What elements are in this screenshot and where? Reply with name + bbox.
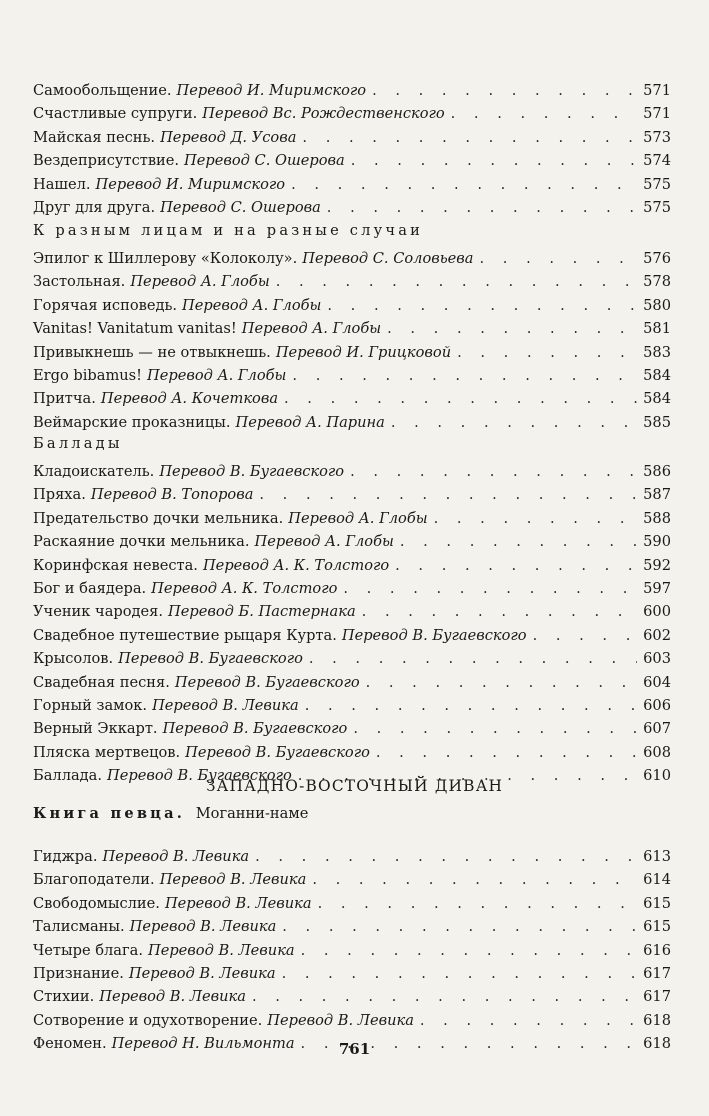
entry-leader-dots (291, 173, 637, 196)
toc-entry (33, 507, 671, 530)
toc-group-2 (33, 247, 671, 434)
toc-entry (33, 985, 671, 1008)
entry-leader-dots (343, 577, 637, 600)
toc-entry (33, 1009, 671, 1032)
entry-translator: Перевод А. Глобы (254, 533, 394, 551)
entry-translator: Перевод А. Глобы (288, 509, 428, 527)
entry-title: Вездеприсутствие. (33, 152, 180, 170)
entry-translator: Перевод А. Глобы (241, 320, 382, 338)
toc-entry (33, 868, 671, 891)
entry-translator: Перевод Н. Вильмонта (111, 1035, 295, 1053)
entry-leader-dots (353, 717, 637, 740)
entry-translator: Перевод В. Бугаевского (185, 743, 370, 761)
entry-page-number: 580 (643, 296, 671, 314)
entry-title: Веймарские проказницы. (33, 413, 231, 431)
entry-title: Застольная. (33, 273, 126, 291)
entry-page-number: 573 (643, 128, 671, 146)
toc-entry (33, 577, 671, 600)
entry-leader-dots (252, 985, 637, 1008)
entry-page-number: 578 (643, 273, 671, 291)
entry-leader-dots (301, 939, 637, 962)
entry-page-number: 575 (643, 175, 671, 193)
entry-page-number: 615 (643, 918, 671, 936)
toc-entry (33, 600, 671, 623)
entry-page-number: 584 (643, 366, 671, 384)
entry-title: Благоподатели. (33, 871, 155, 889)
entry-translator: Перевод В. Левика (159, 871, 307, 889)
entry-page-number: 584 (643, 390, 671, 408)
entry-leader-dots (362, 600, 637, 623)
toc-entry (33, 460, 671, 483)
entry-leader-dots (533, 624, 637, 647)
entry-page-number: 617 (643, 988, 671, 1006)
entry-translator: Перевод И. Грицковой (275, 343, 452, 361)
toc-group-1 (33, 79, 671, 219)
entry-page-number: 588 (643, 509, 671, 527)
entry-page-number: 587 (643, 486, 671, 504)
entry-title: Коринфская невеста. (33, 556, 198, 574)
entry-page-number: 583 (643, 343, 671, 361)
toc-entry (33, 892, 671, 915)
entry-page-number: 617 (643, 964, 671, 982)
entry-page-number: 597 (643, 579, 671, 597)
entry-leader-dots (400, 530, 637, 553)
entry-page-number: 608 (643, 743, 671, 761)
part-heading-divan: ЗАПАДНО-ВОСТОЧНЫЙ ДИВАН (205, 777, 504, 795)
entry-translator: Перевод В. Левика (164, 894, 312, 912)
entry-leader-dots (312, 868, 637, 891)
entry-title: Ergo bibamus! (33, 366, 143, 384)
entry-title: Притча. (33, 390, 96, 408)
entry-translator: Перевод В. Левика (267, 1011, 414, 1029)
entry-leader-dots (305, 694, 637, 717)
entry-title: Талисманы. (33, 918, 125, 936)
entry-translator: Перевод А. Глобы (147, 366, 287, 384)
toc-entry (33, 79, 671, 102)
entry-leader-dots (480, 247, 637, 270)
entry-translator: Перевод В. Топорова (90, 486, 254, 504)
toc-entry (33, 126, 671, 149)
book-heading-subtitle: Моганни-наме (195, 805, 309, 822)
entry-leader-dots (282, 962, 637, 985)
toc-group-3 (33, 460, 671, 787)
entry-leader-dots (434, 507, 637, 530)
toc-entry (33, 102, 671, 125)
entry-page-number: 575 (643, 198, 671, 216)
entry-title: Сотворение и одухотворение. (33, 1011, 263, 1029)
entry-page-number: 614 (643, 871, 671, 889)
entry-title: Феномен. (33, 1035, 107, 1053)
toc-entry (33, 671, 671, 694)
entry-title: Майская песнь. (33, 128, 156, 146)
entry-page-number: 600 (643, 603, 671, 621)
entry-translator: Перевод Б. Пастернака (168, 603, 356, 621)
entry-page-number: 618 (643, 1035, 671, 1053)
entry-translator: Перевод В. Левика (102, 848, 250, 865)
entry-page-number: 603 (643, 650, 671, 668)
entry-page-number: 581 (643, 320, 671, 338)
entry-page-number: 585 (643, 413, 671, 431)
entry-title: Гиджра. (33, 848, 98, 865)
entry-translator: Перевод А. К. Толстого (202, 556, 390, 574)
entry-title: Пляска мертвецов. (33, 743, 181, 761)
entry-title: Эпилог к Шиллерову «Колоколу». (33, 250, 298, 267)
entry-translator: Перевод А. К. Толстого (151, 579, 338, 597)
entry-leader-dots (309, 647, 637, 670)
entry-title: Горячая исповедь. (33, 296, 178, 314)
entry-translator: Перевод В. Левика (152, 696, 299, 714)
entry-translator: Перевод В. Бугаевского (118, 650, 303, 668)
entry-page-number: 613 (643, 848, 671, 865)
entry-leader-dots (351, 149, 637, 172)
section-heading-ballads: Баллады (33, 435, 123, 452)
book-heading-title: Книга певца. (33, 805, 186, 822)
entry-leader-dots (387, 317, 637, 340)
entry-title: Крысолов. (33, 650, 114, 668)
entry-title: Верный Эккарт. (33, 720, 158, 738)
toc-entry (33, 317, 671, 340)
entry-translator: Перевод В. Левика (129, 918, 277, 936)
entry-title: Пряха. (33, 486, 86, 504)
entry-title: Признание. (33, 964, 124, 982)
entry-translator: Перевод В. Бугаевского (341, 626, 527, 644)
toc-entry (33, 845, 671, 868)
entry-translator: Перевод В. Бугаевского (174, 673, 360, 691)
entry-translator: Перевод А. Кочеткова (100, 390, 279, 408)
entry-leader-dots (350, 460, 637, 483)
entry-title: Бог и баядера. (33, 579, 147, 597)
entry-title: Vanitas! Vanitatum vanitas! (33, 320, 237, 338)
toc-entry (33, 411, 671, 434)
entry-page-number: 590 (643, 533, 671, 551)
entry-page-number: 616 (643, 941, 671, 959)
entry-translator: Перевод Д. Усова (160, 128, 297, 146)
entry-title: Горный замок. (33, 696, 148, 714)
entry-title: Четыре блага. (33, 941, 143, 959)
entry-page-number: 592 (643, 556, 671, 574)
entry-translator: Перевод В. Левика (128, 964, 276, 982)
toc-entry (33, 939, 671, 962)
page-number: 761 (338, 1040, 371, 1058)
toc-entry (33, 364, 671, 387)
toc-entry (33, 341, 671, 364)
toc-entry (33, 554, 671, 577)
entry-translator: Перевод В. Бугаевского (159, 463, 345, 480)
toc-entry (33, 173, 671, 196)
entry-title: Нашел. (33, 175, 91, 193)
entry-title: Предательство дочки мельника. (33, 509, 284, 527)
entry-leader-dots (457, 341, 637, 364)
entry-leader-dots (420, 1009, 637, 1032)
entry-page-number: 576 (643, 250, 671, 267)
entry-translator: Перевод И. Миримского (176, 82, 367, 99)
entry-title: Свободомыслие. (33, 894, 160, 912)
entry-page-number: 610 (643, 767, 671, 785)
toc-entry (33, 270, 671, 293)
toc-entry (33, 247, 671, 270)
entry-leader-dots (259, 483, 637, 506)
entry-translator: Перевод А. Глобы (130, 273, 270, 291)
entry-title: Стихии. (33, 988, 95, 1006)
entry-translator: Перевод В. Левика (147, 941, 295, 959)
entry-title: Свадебное путешествие рыцаря Курта. (33, 626, 337, 644)
entry-leader-dots (366, 671, 637, 694)
entry-leader-dots (391, 411, 637, 434)
entry-translator: Перевод С. Соловьева (302, 250, 474, 267)
entry-translator: Перевод А. Парина (235, 413, 385, 431)
toc-entry (33, 717, 671, 740)
toc-entry (33, 530, 671, 553)
entry-page-number: 571 (643, 105, 671, 123)
entry-translator: Перевод С. Ошерова (184, 152, 345, 170)
entry-translator: Перевод В. Бугаевского (162, 720, 348, 738)
entry-leader-dots (372, 79, 637, 102)
entry-page-number: 574 (643, 152, 671, 170)
entry-leader-dots (376, 741, 637, 764)
toc-entry (33, 741, 671, 764)
toc-entry (33, 694, 671, 717)
toc-entry (33, 196, 671, 219)
entry-page-number: 586 (643, 463, 671, 480)
entry-translator: Перевод В. Левика (99, 988, 246, 1006)
toc-group-4 (33, 845, 671, 1056)
entry-page-number: 571 (643, 82, 671, 99)
entry-page-number: 615 (643, 894, 671, 912)
toc-entry (33, 387, 671, 410)
entry-leader-dots (327, 196, 637, 219)
toc-entry (33, 915, 671, 938)
entry-page-number: 606 (643, 696, 671, 714)
entry-title: Ученик чародея. (33, 603, 163, 621)
entry-page-number: 602 (643, 626, 671, 644)
entry-title: Привыкнешь — не отвыкнешь. (33, 343, 271, 361)
entry-leader-dots (395, 554, 637, 577)
entry-title: Свадебная песня. (33, 673, 170, 691)
entry-title: Друг для друга. (33, 198, 156, 216)
entry-translator: Перевод Вс. Рождественского (202, 105, 445, 123)
entry-title: Кладоискатель. (33, 463, 155, 480)
entry-page-number: 607 (643, 720, 671, 738)
entry-leader-dots (292, 364, 637, 387)
entry-leader-dots (327, 294, 637, 317)
toc-entry (33, 962, 671, 985)
entry-title: Самообольщение. (33, 82, 172, 99)
entry-translator: Перевод С. Ошерова (160, 198, 321, 216)
toc-entry (33, 624, 671, 647)
entry-leader-dots (282, 915, 637, 938)
entry-page-number: 604 (643, 673, 671, 691)
entry-leader-dots (318, 892, 637, 915)
entry-translator: Перевод А. Глобы (182, 296, 322, 314)
toc-entry (33, 483, 671, 506)
entry-title: Счастливые супруги. (33, 105, 198, 123)
book-heading (33, 805, 308, 822)
entry-leader-dots (284, 387, 637, 410)
toc-entry (33, 149, 671, 172)
entry-translator: Перевод И. Миримского (95, 175, 286, 193)
toc-entry (33, 294, 671, 317)
entry-leader-dots (276, 270, 637, 293)
entry-title: Раскаяние дочки мельника. (33, 533, 250, 551)
entry-leader-dots (451, 102, 637, 125)
toc-entry (33, 647, 671, 670)
entry-leader-dots (302, 126, 637, 149)
entry-translator: Перевод В. Бугаевского (107, 767, 292, 785)
section-heading-occasions: К разным лицам и на разные случаи (33, 222, 424, 239)
entry-leader-dots (255, 845, 637, 868)
entry-page-number: 618 (643, 1011, 671, 1029)
entry-title: Баллада. (33, 767, 102, 785)
